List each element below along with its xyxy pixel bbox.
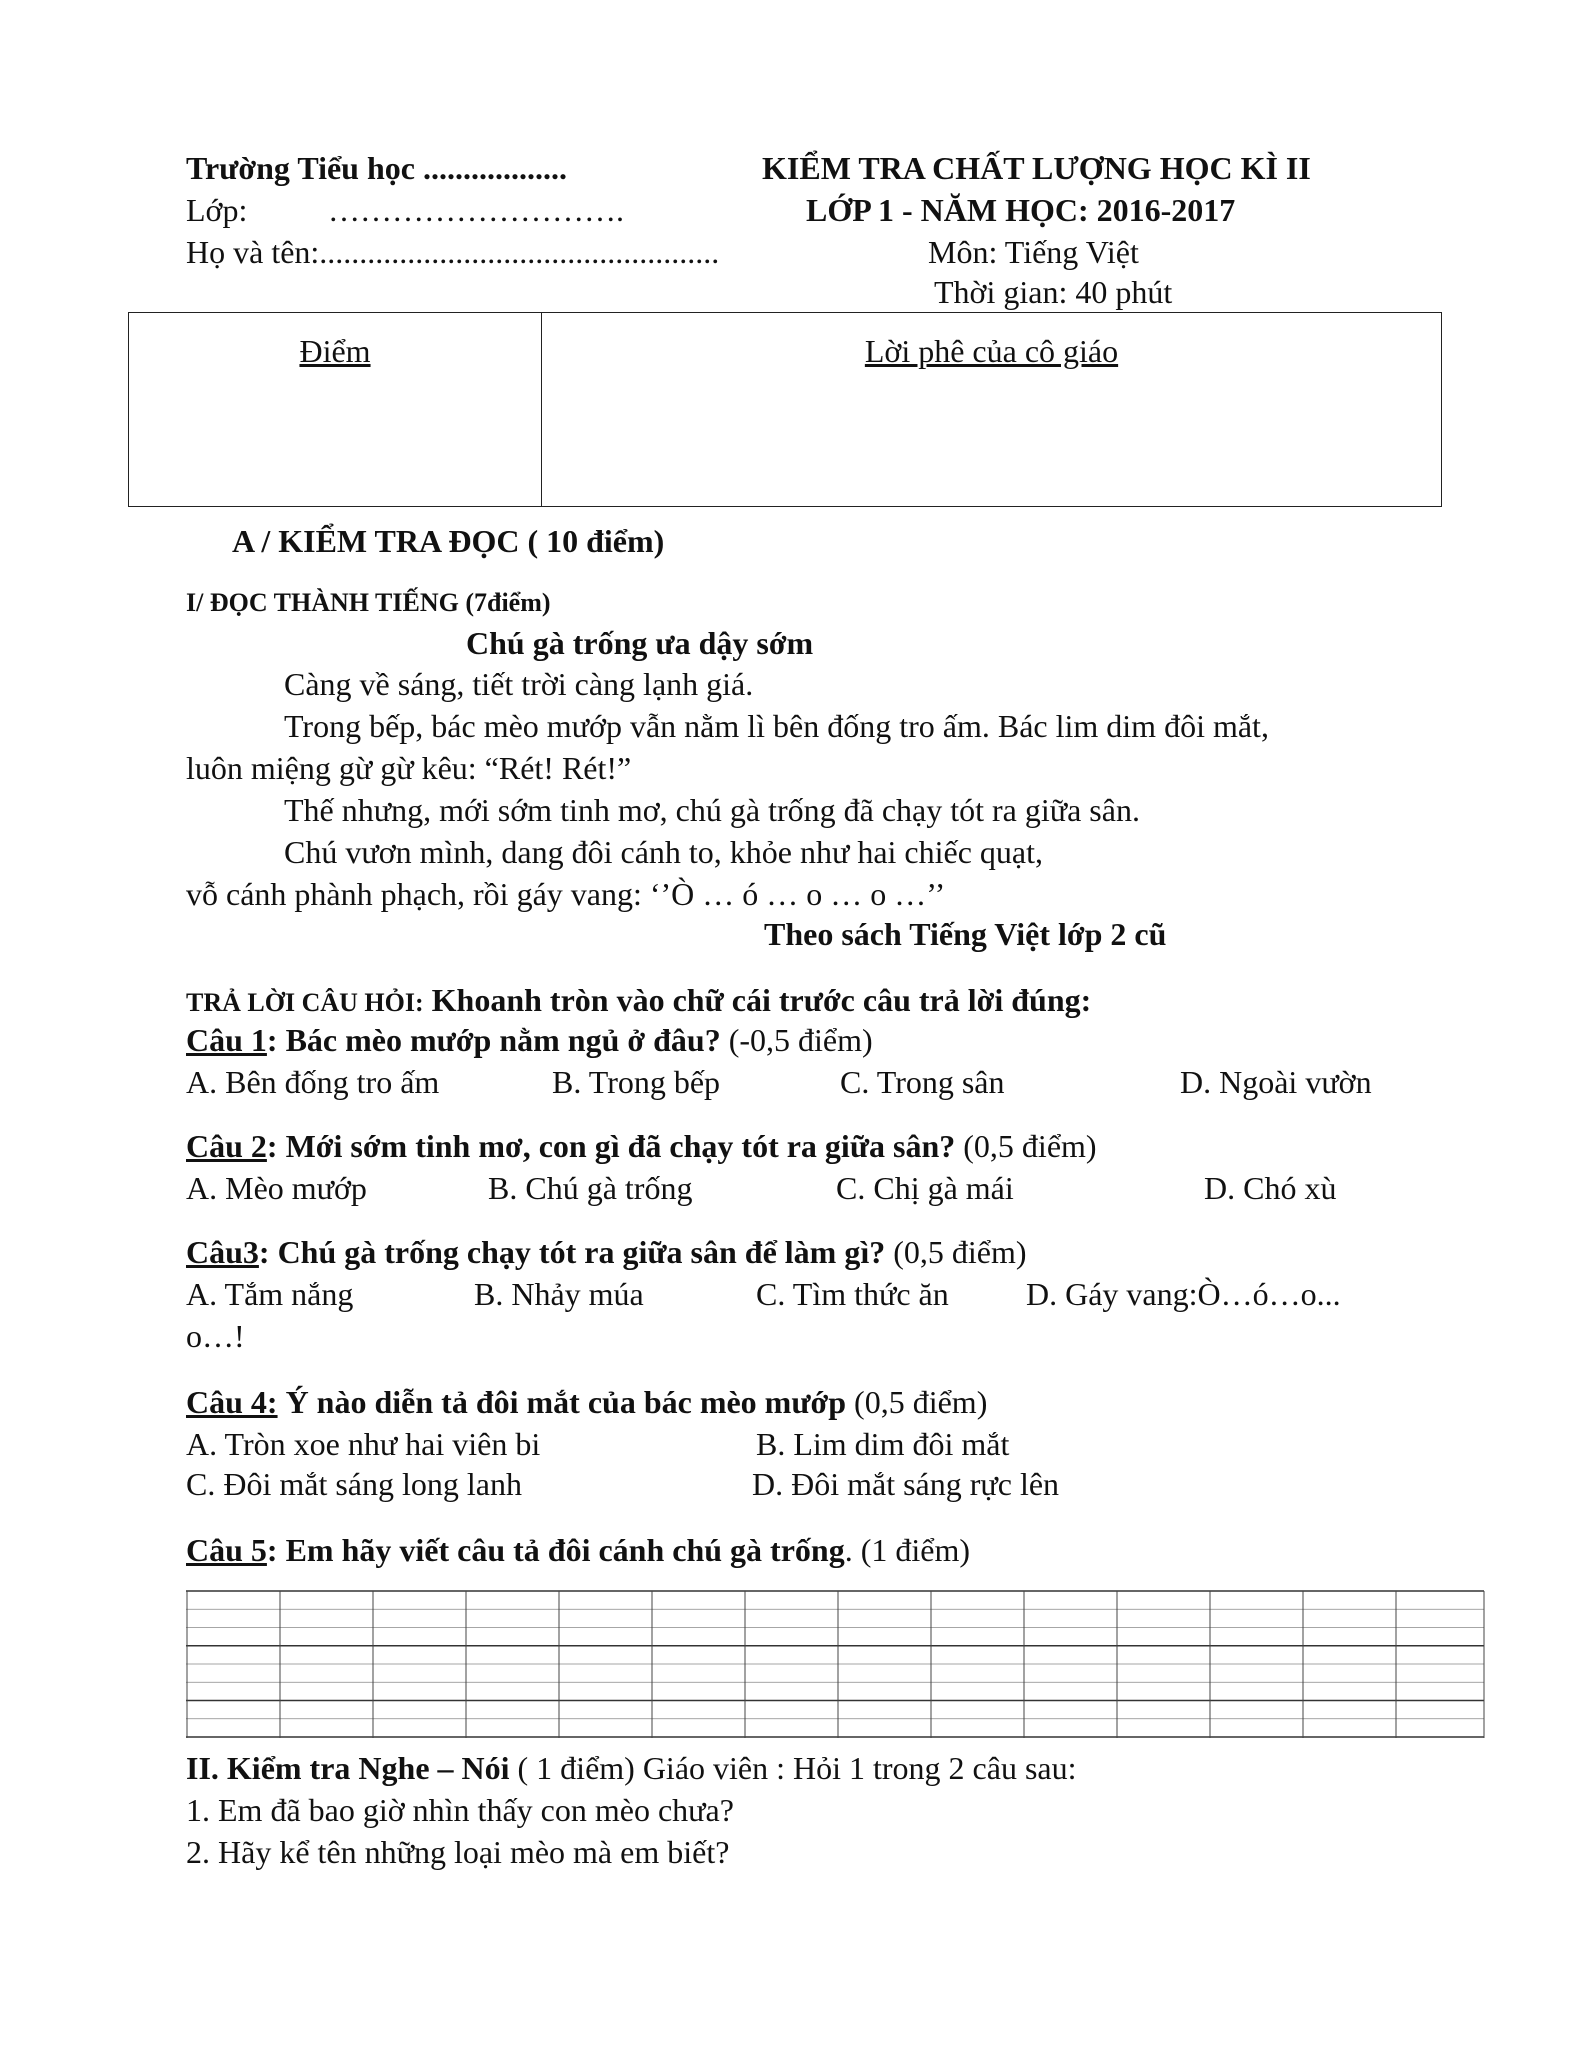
q1-option[interactable]: A. Bên đống tro ấm <box>186 1064 440 1100</box>
intro-label: TRẢ LỜI CÂU HỎI: <box>186 988 424 1017</box>
subject: Môn: Tiếng Việt <box>928 234 1139 270</box>
class-dots: ………………………. <box>328 192 624 228</box>
grade-year: LỚP 1 - NĂM HỌC: 2016-2017 <box>806 192 1236 228</box>
question-1 <box>186 1022 873 1059</box>
q3-option[interactable]: C. Tìm thức ăn <box>756 1276 949 1312</box>
exam-time: Thời gian: 40 phút <box>934 274 1173 310</box>
part1-title: I/ ĐỌC THÀNH TIẾNG (7điểm) <box>186 588 551 617</box>
q3-points: (0,5 điểm) <box>885 1234 1027 1270</box>
story-line: Chú vươn mình, dang đôi cánh to, khỏe như hai chiếc quạt, <box>284 834 1044 870</box>
story-line: luôn miệng gừ gừ kêu: “Rét! Rét!” <box>186 750 632 786</box>
q4-option[interactable]: C. Đôi mắt sáng long lanh <box>186 1466 522 1502</box>
question-3 <box>186 1234 1027 1271</box>
name-label: Họ và tên:.................................................. <box>186 234 720 270</box>
section-2-title: II. Kiểm tra Nghe – Nói <box>186 1750 510 1786</box>
story-title: Chú gà trống ưa dậy sớm <box>466 625 814 661</box>
comment-cell[interactable] <box>542 313 1441 506</box>
section-a-title: A / KIỂM TRA ĐỌC ( 10 điểm) <box>232 523 665 559</box>
story-line: Thế nhưng, mới sớm tinh mơ, chú gà trống đã chạy tót ra giữa sân. <box>284 792 1140 828</box>
q3-label: Câu3 <box>186 1234 259 1270</box>
section-2-item: 2. Hãy kể tên những loại mèo mà em biết? <box>186 1834 730 1870</box>
class-label: Lớp: <box>186 192 248 228</box>
story-source: Theo sách Tiếng Việt lớp 2 cũ <box>764 916 1167 952</box>
q5-label: Câu 5 <box>186 1532 267 1568</box>
q3-option-wrap: o…! <box>186 1318 245 1354</box>
q5-text: : Em hãy viết câu tả đôi cánh chú gà trống <box>266 1532 845 1568</box>
q4-option[interactable]: D. Đôi mắt sáng rực lên <box>752 1466 1060 1502</box>
q4-option[interactable]: A. Tròn xoe như hai viên bi <box>186 1426 541 1462</box>
q3-option[interactable]: B. Nhảy múa <box>474 1276 644 1312</box>
section-2-title-row <box>186 1750 1077 1787</box>
q4-label: Câu 4: <box>186 1384 278 1420</box>
story-line: vỗ cánh phành phạch, rồi gáy vang: ‘’Ò … ó … o … o …’’ <box>186 876 946 912</box>
section-2-rest: ( 1 điểm) Giáo viên : Hỏi 1 trong 2 câu sau: <box>509 1750 1077 1786</box>
q2-option[interactable]: D. Chó xù <box>1204 1170 1337 1206</box>
story-line: Càng về sáng, tiết trời càng lạnh giá. <box>284 666 754 702</box>
q2-option[interactable]: C. Chị gà mái <box>836 1170 1014 1206</box>
intro-text: Khoanh tròn vào chữ cái trước câu trả lời đúng: <box>431 982 1092 1018</box>
comment-header: Lời phê của cô giáo <box>864 333 1119 369</box>
question-4 <box>186 1384 987 1421</box>
q4-option[interactable]: B. Lim dim đôi mắt <box>756 1426 1010 1462</box>
q4-text: Ý nào diễn tả đôi mắt của bác mèo mướp <box>277 1384 847 1420</box>
q1-label: Câu 1 <box>186 1022 267 1058</box>
q2-option[interactable]: B. Chú gà trống <box>488 1170 693 1206</box>
score-header: Điểm <box>299 333 371 369</box>
story-line: Trong bếp, bác mèo mướp vẫn nằm lì bên đống tro ấm. Bác lim dim đôi mắt, <box>284 708 1269 744</box>
q3-option[interactable]: D. Gáy vang:Ò…ó…o... <box>1026 1276 1341 1312</box>
q2-text: : Mới sớm tinh mơ, con gì đã chạy tót ra giữa sân? <box>266 1128 956 1164</box>
q4-points: (0,5 điểm) <box>846 1384 988 1420</box>
question-2 <box>186 1128 1097 1165</box>
q2-points: (0,5 điểm) <box>955 1128 1097 1164</box>
school-name: Trường Tiểu học .................. <box>186 150 567 186</box>
q3-option[interactable]: A. Tắm nắng <box>186 1276 354 1312</box>
questions-intro <box>186 982 1091 1019</box>
q1-points: (-0,5 điểm) <box>720 1022 873 1058</box>
section-2-item: 1. Em đã bao giờ nhìn thấy con mèo chưa? <box>186 1792 734 1828</box>
q1-text: : Bác mèo mướp nằm ngủ ở đâu? <box>266 1022 721 1058</box>
writing-grid[interactable] <box>186 1590 1486 1740</box>
question-5 <box>186 1532 970 1569</box>
q3-text: : Chú gà trống chạy tót ra giữa sân để làm gì? <box>258 1234 886 1270</box>
q1-option[interactable]: D. Ngoài vườn <box>1180 1064 1372 1100</box>
q1-option[interactable]: B. Trong bếp <box>552 1064 721 1100</box>
score-table <box>128 312 1442 507</box>
q5-points: . (1 điểm) <box>844 1532 970 1568</box>
exam-title: KIỂM TRA CHẤT LƯỢNG HỌC KÌ II <box>762 150 1311 186</box>
q2-label: Câu 2 <box>186 1128 267 1164</box>
q2-option[interactable]: A. Mèo mướp <box>186 1170 367 1206</box>
q1-option[interactable]: C. Trong sân <box>840 1064 1005 1100</box>
score-cell[interactable] <box>129 313 542 506</box>
